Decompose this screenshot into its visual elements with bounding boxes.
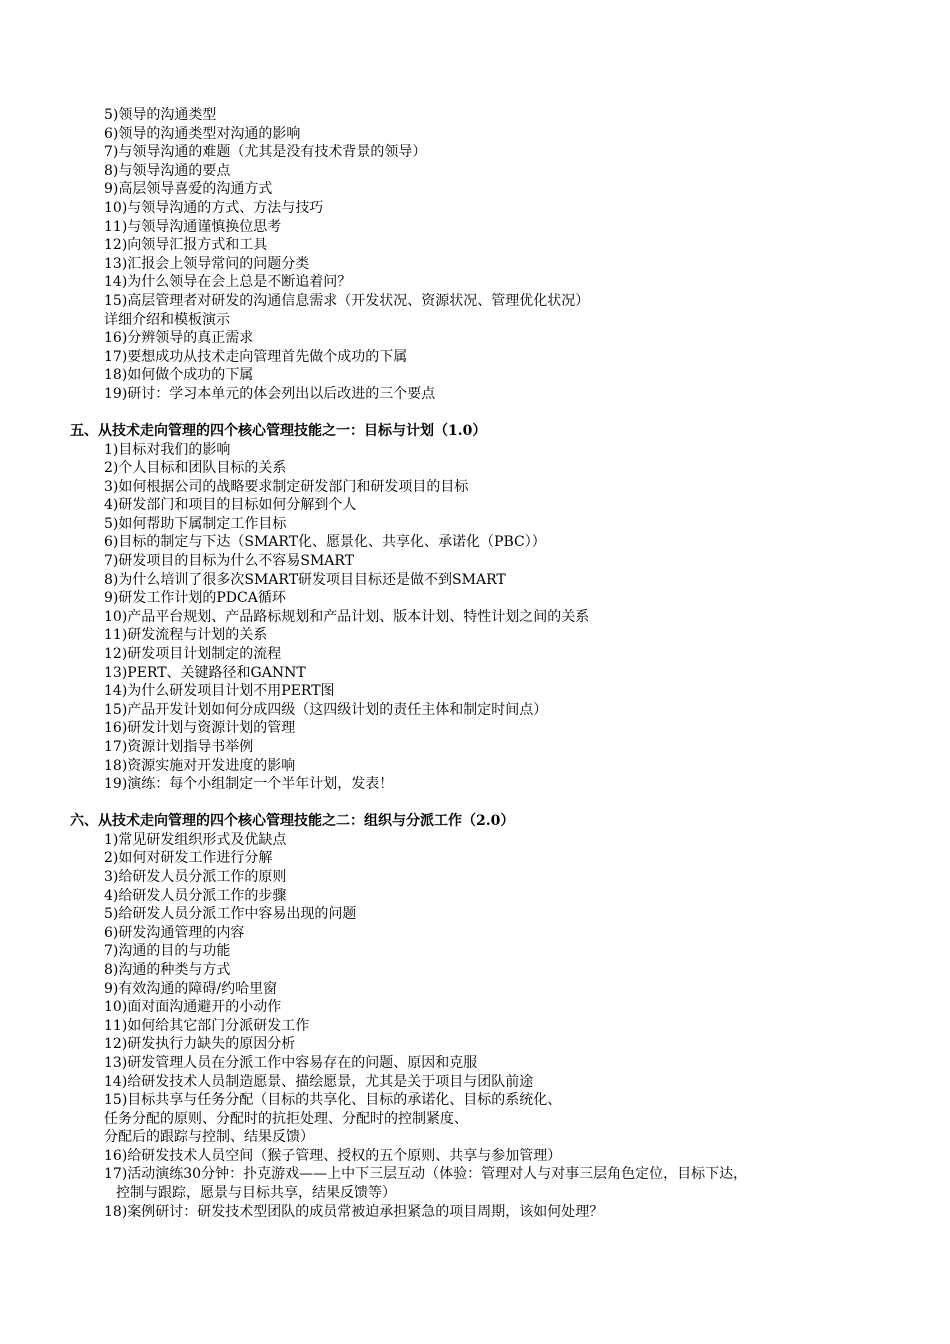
list-item: 6)研发沟通管理的内容 (104, 924, 245, 941)
list-item: 17)资源计划指导书举例 (104, 739, 254, 755)
list-item: 14)为什么领导在会上总是不断追着问？ (104, 274, 352, 291)
list-item: 11)与领导沟通谨慎换位思考 (104, 218, 282, 235)
section-heading: 六、从技术走向管理的四个核心管理技能之二：组织与分派工作（2.0） (70, 812, 515, 829)
list-item: 2)如何对研发工作进行分解 (104, 850, 273, 867)
list-item-continuation: 分配后的跟踪与控制、结果反馈） (104, 1129, 314, 1146)
list-item: 4)研发部门和项目的目标如何分解到个人 (104, 497, 357, 514)
list-item: 5)领导的沟通类型 (104, 107, 217, 123)
list-item: 9)有效沟通的障碍/约哈里窗 (104, 980, 278, 997)
list-item: 17)要想成功从技术走向管理首先做个成功的下属 (104, 348, 408, 365)
list-item: 15)产品开发计划如何分成四级（这四级计划的责任主体和制定时间点） (104, 701, 548, 718)
list-item: 8)沟通的种类与方式 (104, 961, 231, 978)
list-item: 10)面对面沟通避开的小动作 (104, 999, 282, 1016)
list-item: 15)目标共享与任务分配（目标的共享化、目标的承诺化、目标的系统化、 (104, 1092, 562, 1109)
list-item: 12)研发执行力缺失的原因分析 (104, 1036, 296, 1053)
list-item: 6)领导的沟通类型对沟通的影响 (104, 125, 301, 142)
list-item: 7)沟通的目的与功能 (104, 943, 231, 960)
list-item: 18)如何做个成功的下属 (104, 367, 254, 384)
list-item: 2)个人目标和团队目标的关系 (104, 460, 287, 477)
document-body (0, 106, 950, 1221)
list-item: 1)常见研发组织形式及优缺点 (104, 831, 287, 848)
list-item: 16)研发计划与资源计划的管理 (104, 720, 296, 737)
list-item: 13)研发管理人员在分派工作中容易存在的问题、原因和克服 (104, 1054, 478, 1071)
list-item: 5)给研发人员分派工作中容易出现的问题 (104, 906, 357, 923)
list-item: 3)给研发人员分派工作的原则 (104, 868, 287, 885)
list-item: 9)研发工作计划的PDCA循环 (104, 590, 286, 607)
list-item: 8)与领导沟通的要点 (104, 162, 231, 179)
list-item: 3)如何根据公司的战略要求制定研发部门和研发项目的目标 (104, 478, 469, 495)
list-item: 8)为什么培训了很多次SMART研发项目目标还是做不到SMART (104, 571, 506, 588)
list-item-continuation: 任务分配的原则、分配时的抗拒处理、分配时的控制紧度、 (104, 1110, 468, 1127)
list-item: 11)研发流程与计划的关系 (104, 627, 268, 644)
list-item-continuation: 详细介绍和模板演示 (104, 311, 230, 328)
list-item: 11)如何给其它部门分派研发工作 (104, 1017, 310, 1034)
list-item: 13)PERT、关键路径和GANNT (104, 664, 306, 681)
section-organizing-and-delegation (0, 812, 950, 1221)
section-spacer (0, 404, 950, 422)
section-goals-and-planning (0, 422, 950, 794)
list-item: 7)研发项目的目标为什么不容易SMART (104, 553, 355, 570)
list-item: 19)演练：每个小组制定一个半年计划，发表！ (104, 776, 394, 793)
list-item: 16)分辨领导的真正需求 (104, 330, 254, 347)
list-item: 15)高层管理者对研发的沟通信息需求（开发状况、资源状况、管理优化状况） (104, 292, 590, 309)
list-item: 14)为什么研发项目计划不用PERT图 (104, 683, 335, 700)
list-item: 10)产品平台规划、产品路标规划和产品计划、版本计划、特性计划之间的关系 (104, 608, 590, 625)
list-item: 12)向领导汇报方式和工具 (104, 237, 268, 254)
list-item: 17)活动演练30分钟：扑克游戏——上中下三层互动（体验：管理对人与对事三层角色定位，目标下达， (104, 1166, 748, 1183)
list-item: 4)给研发人员分派工作的步骤 (104, 887, 287, 904)
list-item: 13)汇报会上领导常问的问题分类 (104, 255, 310, 272)
list-item: 18)案例研讨：研发技术型团队的成员常被迫承担紧急的项目周期，该如何处理？ (104, 1203, 604, 1220)
list-item: 18)资源实施对开发进度的影响 (104, 757, 296, 774)
list-item: 12)研发项目计划制定的流程 (104, 646, 282, 663)
section-heading: 五、从技术走向管理的四个核心管理技能之一：目标与计划（1.0） (70, 422, 487, 439)
list-item: 14)给研发技术人员制造愿景、描绘愿景，尤其是关于项目与团队前途 (104, 1073, 534, 1090)
list-item: 6)目标的制定与下达（SMART化、愿景化、共享化、承诺化（PBC）） (104, 534, 546, 551)
list-item: 9)高层领导喜爱的沟通方式 (104, 181, 273, 198)
list-item-continuation: 控制与跟踪，愿景与目标共享，结果反馈等） (116, 1185, 396, 1202)
list-item: 7)与领导沟通的难题（尤其是没有技术背景的领导） (104, 144, 427, 161)
list-item: 19)研讨：学习本单元的体会列出以后改进的三个要点 (104, 385, 436, 402)
section-spacer (0, 794, 950, 812)
list-item: 10)与领导沟通的方式、方法与技巧 (104, 199, 324, 216)
list-item: 5)如何帮助下属制定工作目标 (104, 515, 287, 532)
section-leadership-communication (0, 106, 950, 404)
list-item: 1)目标对我们的影响 (104, 441, 231, 458)
list-item: 16)给研发技术人员空间（猴子管理、授权的五个原则、共享与参加管理） (104, 1147, 562, 1164)
